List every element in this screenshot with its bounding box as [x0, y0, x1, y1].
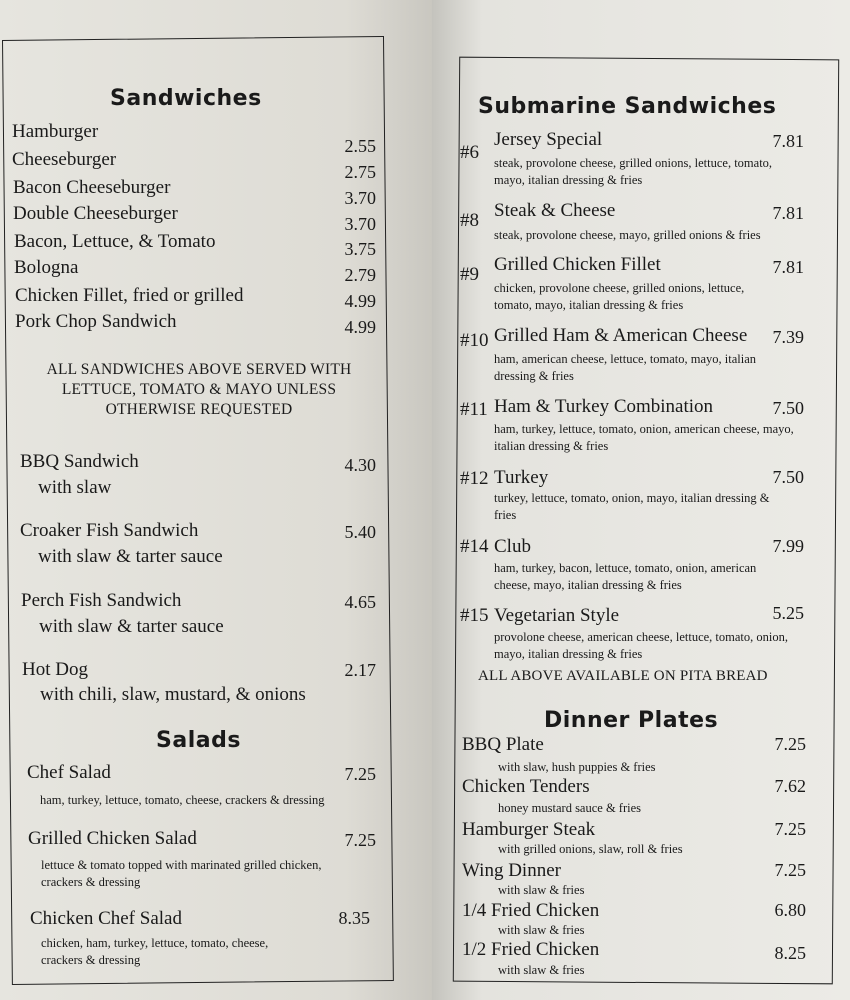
menu-item-description: ham, american cheese, lettuce, tomato, mayo, italian dressing & fries — [494, 352, 757, 383]
menu-item-name: 1/4 Fried Chicken — [462, 900, 600, 921]
sub-number: #8 — [460, 210, 479, 231]
sub-number: #12 — [460, 468, 489, 489]
menu-item-accompaniment: with chili, slaw, mustard, & onions — [40, 684, 306, 705]
menu-item-name: 1/2 Fried Chicken — [462, 939, 600, 960]
menu-page-right — [432, 0, 850, 1000]
menu-item-price: 7.81 — [772, 257, 804, 277]
menu-item-name: Bacon, Lettuce, & Tomato — [14, 231, 216, 252]
menu-item-description: honey mustard sauce & fries — [498, 801, 642, 815]
menu-item-description: with slaw, hush puppies & fries — [498, 760, 656, 774]
menu-item-name: BBQ Sandwich — [20, 451, 139, 472]
menu-item-price: 4.30 — [344, 455, 376, 475]
sandwiches-heading: Sandwiches — [110, 86, 262, 111]
menu-item-price: 4.99 — [344, 317, 376, 337]
submarine-sandwiches-heading: Submarine Sandwiches — [478, 94, 777, 119]
menu-item-price: 8.25 — [774, 943, 806, 963]
menu-item-price: 8.35 — [338, 908, 370, 928]
menu-item-name: Bologna — [14, 257, 79, 278]
menu-item-price: 7.50 — [772, 467, 804, 487]
menu-item-description: turkey, lettuce, tomato, onion, mayo, italian dressing & fries — [494, 491, 770, 522]
menu-item-price: 4.65 — [344, 592, 376, 612]
menu-item-name: BBQ Plate — [462, 734, 544, 755]
menu-item-price: 2.79 — [344, 265, 376, 285]
menu-item-name: Chef Salad — [27, 762, 111, 783]
menu-item-price: 7.81 — [772, 131, 804, 151]
menu-item-name: Turkey — [494, 467, 549, 488]
menu-item-price: 3.70 — [344, 214, 376, 234]
menu-item-description: provolone cheese, american cheese, lettuce, tomato, onion, mayo, italian dressing & fries — [494, 630, 788, 661]
menu-item-price: 2.55 — [344, 136, 376, 156]
menu-item-price: 7.25 — [344, 764, 376, 784]
menu-item-price: 3.75 — [344, 239, 376, 259]
menu-item-name: Club — [494, 536, 531, 557]
menu-item-price: 5.25 — [772, 603, 804, 623]
menu-item-description: lettuce & tomato topped with marinated grilled chicken, crackers & dressing — [41, 858, 322, 889]
menu-item-price: 7.39 — [772, 327, 804, 347]
sub-number: #10 — [460, 330, 489, 351]
menu-item-name: Vegetarian Style — [494, 605, 620, 626]
menu-item-description: with slaw & fries — [498, 883, 585, 897]
menu-item-name: Steak & Cheese — [494, 200, 616, 221]
menu-item-name: Chicken Fillet, fried or grilled — [15, 285, 244, 306]
menu-item-price: 7.25 — [774, 819, 806, 839]
menu-item-name: Chicken Chef Salad — [30, 908, 182, 929]
menu-item-price: 7.62 — [774, 776, 806, 796]
menu-item-description: ham, turkey, lettuce, tomato, cheese, crackers & dressing — [40, 793, 325, 807]
menu-item-price: 7.50 — [772, 398, 804, 418]
menu-item-price: 7.25 — [774, 734, 806, 754]
dinner-plates-heading: Dinner Plates — [544, 708, 719, 733]
menu-item-name: Hamburger — [12, 121, 99, 142]
menu-item-name: Bacon Cheeseburger — [13, 177, 171, 198]
menu-item-name: Double Cheeseburger — [13, 203, 178, 224]
menu-item-name: Hot Dog — [22, 659, 88, 680]
menu-item-description: ham, turkey, bacon, lettuce, tomato, onion, american cheese, mayo, italian dressing & fries — [494, 561, 757, 592]
menu-item-name: Hamburger Steak — [462, 819, 596, 840]
menu-item-name: Jersey Special — [494, 129, 603, 150]
menu-item-price: 3.70 — [344, 188, 376, 208]
menu-item-name: Ham & Turkey Combination — [494, 396, 714, 417]
menu-item-name: Grilled Chicken Fillet — [494, 254, 661, 275]
menu-item-description: chicken, provolone cheese, grilled onions, lettuce, tomato, mayo, italian dressing & fries — [494, 281, 745, 312]
sub-number: #14 — [460, 536, 489, 557]
menu-item-price: 5.40 — [344, 522, 376, 542]
menu-item-name: Perch Fish Sandwich — [21, 590, 182, 611]
menu-item-accompaniment: with slaw & tarter sauce — [38, 546, 223, 567]
menu-item-price: 7.99 — [772, 536, 804, 556]
menu-item-description: with slaw & fries — [498, 963, 585, 977]
menu-item-price: 6.80 — [774, 900, 806, 920]
menu-item-name: Croaker Fish Sandwich — [20, 520, 199, 541]
menu-item-description: with grilled onions, slaw, roll & fries — [498, 842, 683, 856]
menu-item-description: chicken, ham, turkey, lettuce, tomato, cheese, crackers & dressing — [41, 936, 269, 967]
pita-bread-note: ALL ABOVE AVAILABLE ON PITA BREAD — [478, 668, 768, 684]
menu-item-name: Pork Chop Sandwich — [15, 311, 177, 332]
sandwiches-served-note: ALL SANDWICHES ABOVE SERVED WITH LETTUCE, TOMATO & MAYO UNLESS OTHERWISE REQUESTED — [46, 361, 352, 418]
menu-item-accompaniment: with slaw & tarter sauce — [39, 616, 224, 637]
menu-item-description: ham, turkey, lettuce, tomato, onion, american cheese, mayo, italian dressing & fries — [494, 422, 794, 453]
menu-item-description: with slaw & fries — [498, 923, 585, 937]
sub-number: #15 — [460, 605, 489, 626]
menu-item-price: 7.81 — [772, 203, 804, 223]
menu-item-price: 4.99 — [344, 291, 376, 311]
menu-item-name: Cheeseburger — [12, 149, 117, 170]
menu-item-name: Chicken Tenders — [462, 776, 590, 797]
sub-number: #9 — [460, 264, 479, 285]
menu-item-price: 2.17 — [344, 660, 376, 680]
sub-number: #6 — [460, 142, 479, 163]
menu-item-price: 7.25 — [774, 860, 806, 880]
menu-item-name: Wing Dinner — [462, 860, 561, 881]
sub-number: #11 — [460, 399, 488, 420]
menu-item-price: 2.75 — [344, 162, 376, 182]
menu-item-description: steak, provolone cheese, grilled onions, lettuce, tomato, mayo, italian dressing & fries — [494, 156, 773, 187]
salads-heading: Salads — [156, 728, 241, 753]
menu-item-description: steak, provolone cheese, mayo, grilled onions & fries — [494, 228, 761, 242]
menu-item-name: Grilled Chicken Salad — [28, 828, 197, 849]
menu-item-price: 7.25 — [344, 830, 376, 850]
menu-item-accompaniment: with slaw — [38, 477, 112, 498]
menu-item-name: Grilled Ham & American Cheese — [494, 325, 748, 346]
